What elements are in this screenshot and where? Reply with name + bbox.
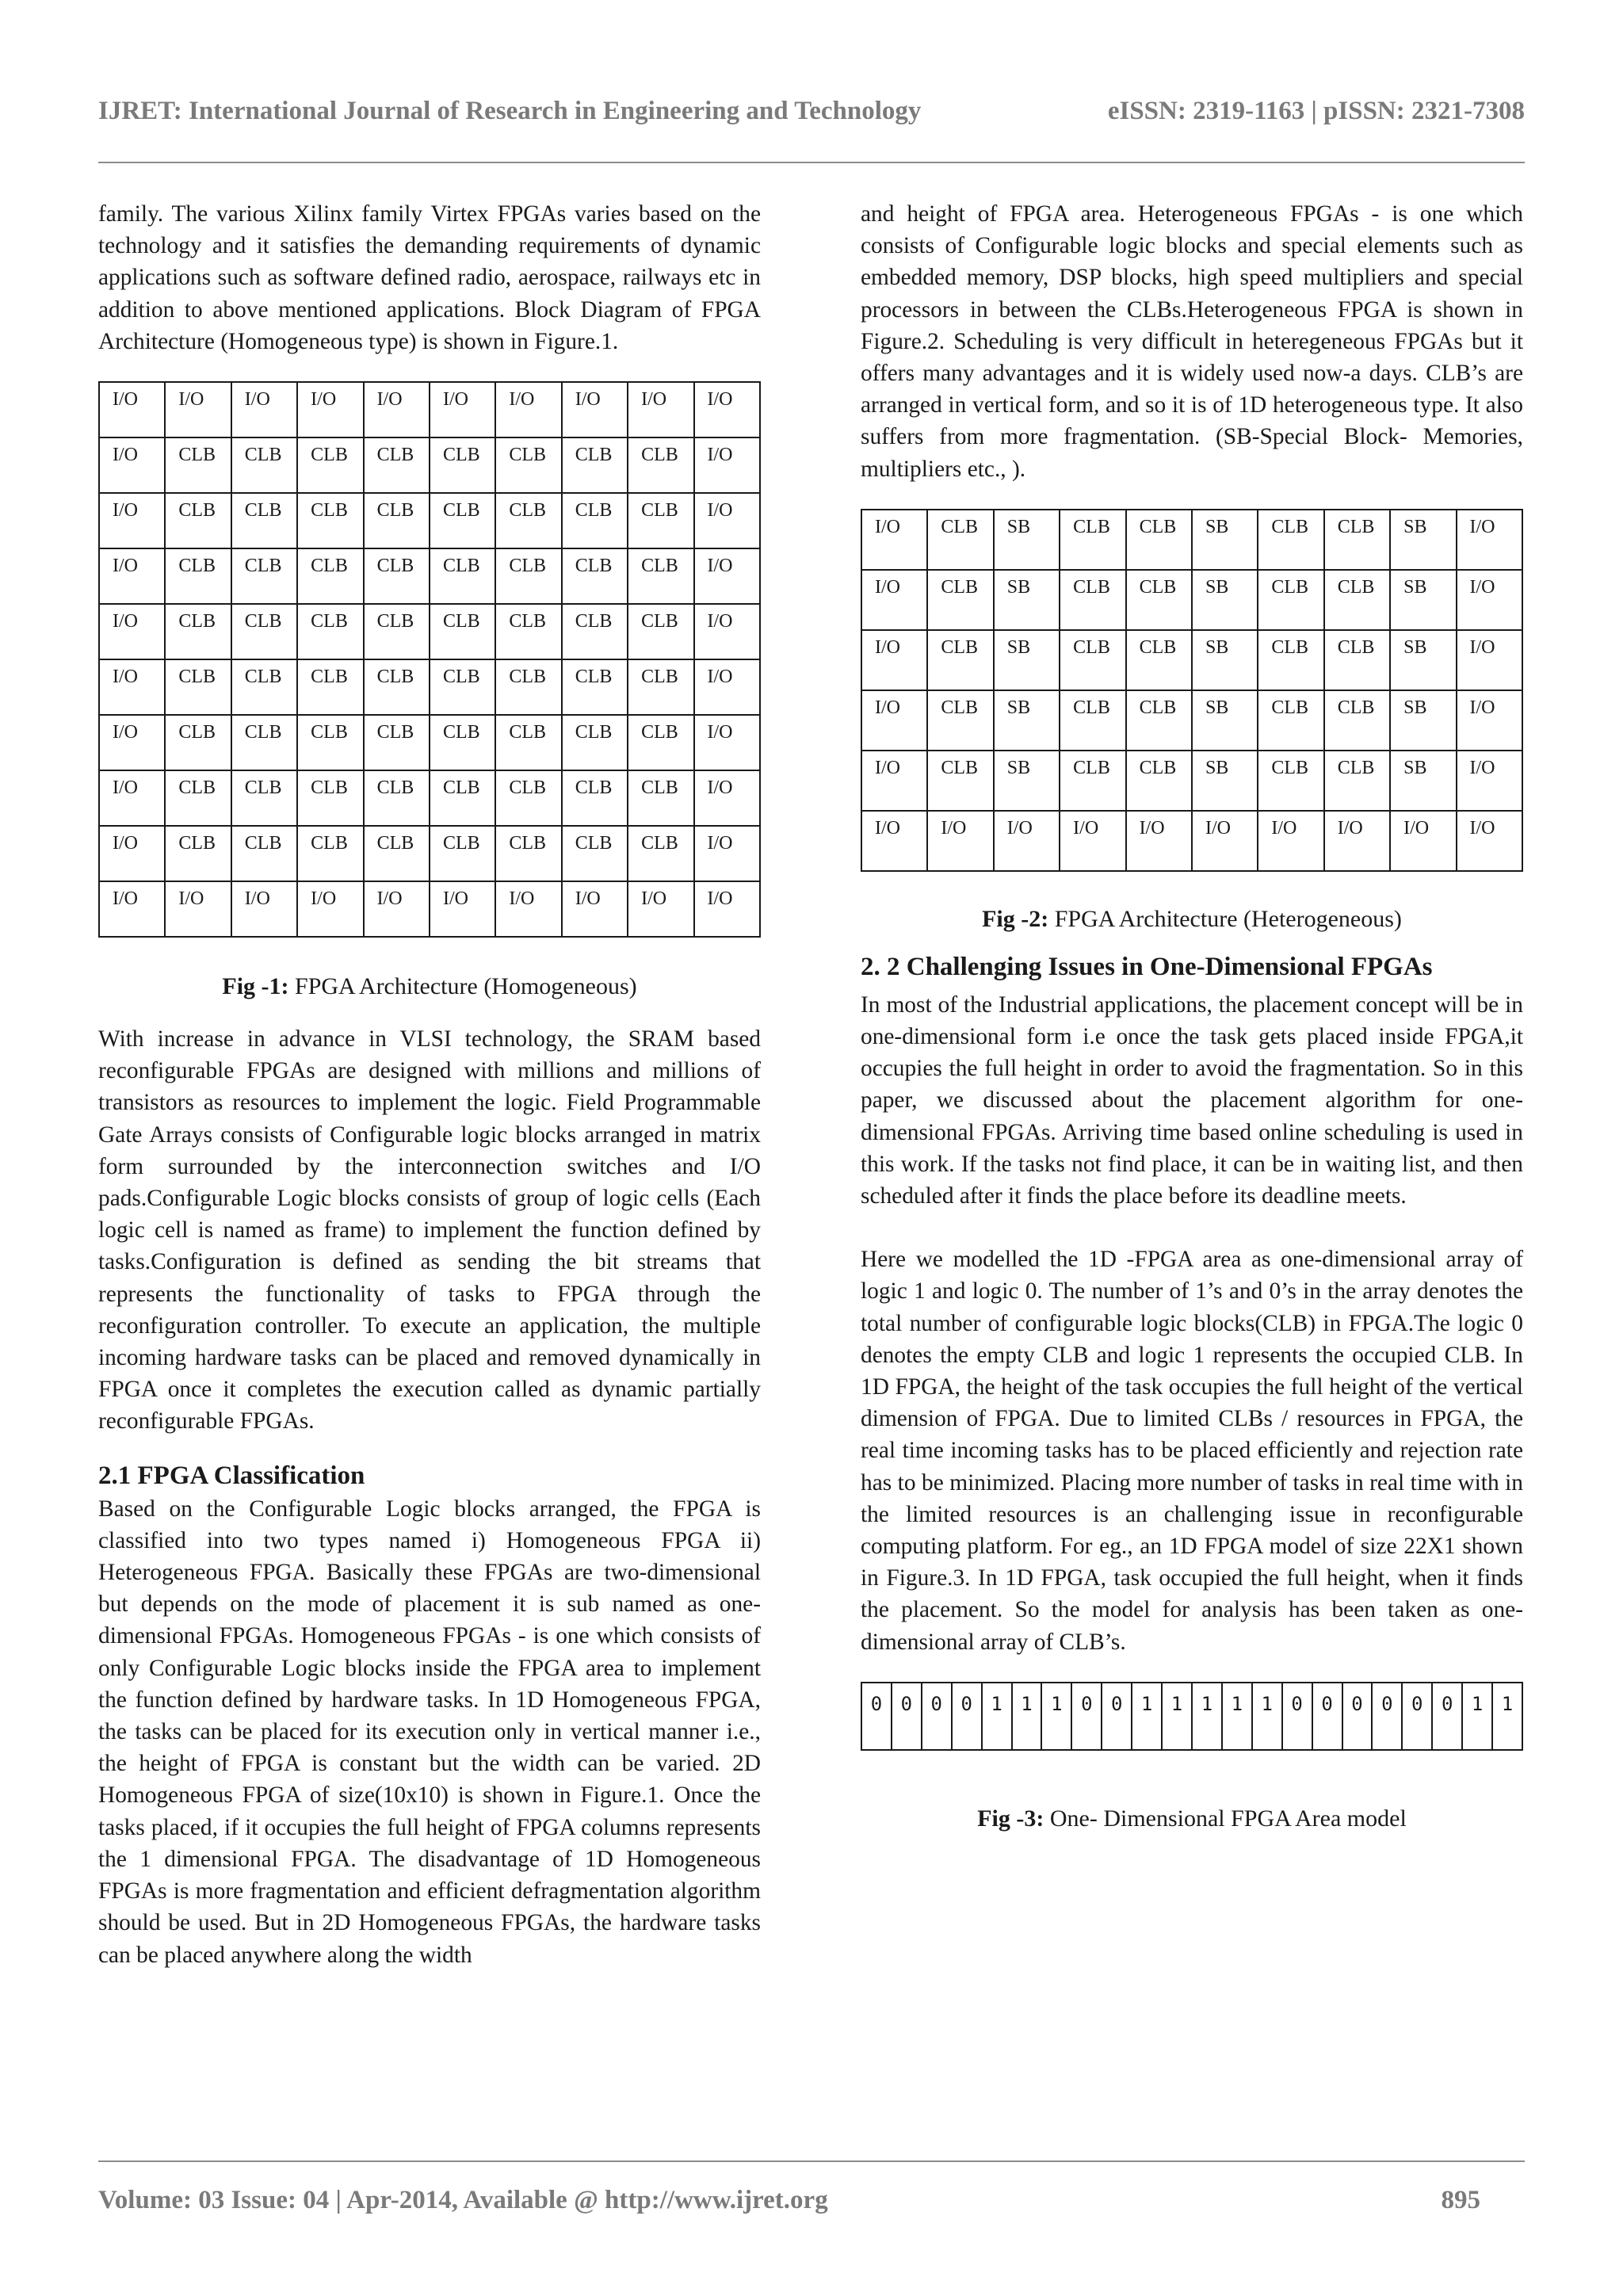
fig3-bit-array — [861, 1682, 1523, 1751]
fig2-cell: I/O — [861, 630, 927, 690]
fig1-cell: CLB — [628, 826, 693, 881]
fig2-cell: CLB — [1060, 510, 1125, 570]
fig2-cell: SB — [994, 570, 1060, 630]
fig3-bit-cell: 0 — [861, 1683, 892, 1750]
fig1-row — [99, 437, 760, 493]
fig3-bit-cell: 0 — [1402, 1683, 1432, 1750]
fig1-cell: CLB — [430, 493, 495, 548]
fig3-caption — [861, 1803, 1523, 1835]
fig1-cell: I/O — [297, 881, 363, 937]
fig2-cell: SB — [994, 751, 1060, 811]
fig1-cell: CLB — [231, 770, 297, 826]
fig1-cell: I/O — [694, 826, 760, 881]
fig1-cell: CLB — [231, 826, 297, 881]
fig1-cell: I/O — [430, 881, 495, 937]
fig3-bit-cell: 1 — [1012, 1683, 1042, 1750]
right-paragraph-3: Here we modelled the 1D -FPGA area as one-dimensional array of logic 1 and logic 0. The number of 1’s and 0’s in the array denotes the total number of configurable logic blocks(CLB) in FPGA.The logic 0 denotes the empty CLB and logic 1 represents the occupied CLB. In 1D FPGA, the height of the task occupies the full height of the vertical dimension of FPGA. Due to limited CLBs / resources in FPGA, the real time incoming tasks has to be placed efficiently and rejection rate has to be minimized. Placing more number of tasks in real time with in the limited resources is an challenging issue in reconfigurable computing platform. For eg., an 1D FPGA model of size 22X1 shown in Figure.3. In 1D FPGA, task occupied the full height, when it finds the placement. So the model for analysis has been taken as one-dimensional array of CLB’s. — [861, 1247, 1523, 1655]
fig1-cell: CLB — [562, 493, 628, 548]
fig1-row — [99, 382, 760, 437]
fig1-cell: I/O — [99, 881, 165, 937]
fig1-cell: CLB — [628, 548, 693, 604]
fig2-cell: CLB — [1324, 690, 1390, 751]
fig1-caption-label: Fig -1: — [222, 973, 289, 1000]
fig2-caption — [861, 904, 1523, 935]
fig1-cell: I/O — [165, 382, 231, 437]
fig2-cell: I/O — [861, 690, 927, 751]
journal-title: IJRET: International Journal of Research in Engineering and Technology — [98, 97, 922, 125]
fig1-cell: CLB — [430, 604, 495, 659]
fig1-cell: CLB — [495, 715, 561, 770]
fig1-cell: I/O — [231, 881, 297, 937]
fig1-cell: CLB — [364, 604, 430, 659]
fig1-cell: CLB — [495, 493, 561, 548]
fig1-caption-text: FPGA Architecture (Homogeneous) — [288, 973, 637, 1000]
fig1-cell: CLB — [297, 826, 363, 881]
fig1-cell: CLB — [364, 715, 430, 770]
fig2-cell: SB — [994, 510, 1060, 570]
fig2-cell: I/O — [994, 811, 1060, 871]
left-paragraph-2: With increase in advance in VLSI technology, the SRAM based reconfigurable FPGAs are designed with millions and millions of transistors as resources to implement the logic. Field Programmable Gate Arrays consists of Configurable logic blocks arranged in matrix form surrounded by the interconnection switches and I/O pads.Configurable Logic blocks consists of group of logic cells (Each logic cell is named as frame) to implement the function defined by tasks.Configuration is defined as sending the bit streams that represents the functionality of tasks to FPGA through the reconfiguration controller. To execute an application, the multiple incoming hardware tasks can be placed and removed dynamically in FPGA once it completes the execution called as dynamic partially reconfigurable FPGAs. — [98, 1026, 761, 1435]
fig1-cell: CLB — [562, 437, 628, 493]
fig3-bit-cell: 1 — [982, 1683, 1012, 1750]
fig2-cell: CLB — [927, 630, 993, 690]
fig1-row — [99, 548, 760, 604]
fig2-cell: I/O — [1192, 811, 1258, 871]
fig1-cell: I/O — [99, 382, 165, 437]
fig1-cell: CLB — [495, 826, 561, 881]
fig2-row — [861, 690, 1522, 751]
footer-rule — [98, 2160, 1525, 2162]
fig1-cell: CLB — [231, 604, 297, 659]
fig1-cell: I/O — [99, 493, 165, 548]
fig1-cell: CLB — [165, 826, 231, 881]
fig1-caption — [98, 971, 761, 1003]
fig1-cell: I/O — [495, 382, 561, 437]
fig1-cell: I/O — [694, 659, 760, 715]
fig1-cell: CLB — [562, 770, 628, 826]
fig3-bit-cell: 1 — [1162, 1683, 1192, 1750]
fig1-cell: CLB — [628, 715, 693, 770]
fig2-cell: CLB — [1324, 570, 1390, 630]
fig2-cell: SB — [1192, 510, 1258, 570]
fig1-cell: CLB — [628, 770, 693, 826]
fig2-cell: SB — [1192, 751, 1258, 811]
fig2-row — [861, 510, 1522, 570]
fig1-cell: CLB — [165, 548, 231, 604]
fig1-cell: CLB — [495, 770, 561, 826]
footer-volume-info: Volume: 03 Issue: 04 | Apr-2014, Available @ http://www.ijret.org — [98, 2186, 828, 2214]
fig2-row — [861, 811, 1522, 871]
fig2-cell: CLB — [1258, 751, 1323, 811]
fig1-cell: CLB — [430, 437, 495, 493]
fig2-cell: CLB — [1324, 510, 1390, 570]
fig2-cell: I/O — [861, 811, 927, 871]
fig1-cell: CLB — [165, 493, 231, 548]
fig2-cell: SB — [1390, 751, 1456, 811]
fig2-cell: I/O — [927, 811, 993, 871]
section-2-1-heading: 2.1 FPGA Classification — [98, 1461, 365, 1490]
fig1-cell: CLB — [495, 548, 561, 604]
fig2-cell: I/O — [861, 751, 927, 811]
fig2-cell: CLB — [1258, 570, 1323, 630]
fig3-bit-cell: 0 — [892, 1683, 922, 1750]
fig1-cell: CLB — [562, 826, 628, 881]
fig3-bit-cell: 0 — [1372, 1683, 1402, 1750]
fig1-cell: I/O — [430, 382, 495, 437]
fig3-bit-cell: 0 — [952, 1683, 982, 1750]
fig1-cell: I/O — [694, 437, 760, 493]
fig1-cell: CLB — [430, 826, 495, 881]
running-footer — [98, 2186, 1480, 2215]
fig2-cell: CLB — [1258, 690, 1323, 751]
fig2-cell: CLB — [1060, 751, 1125, 811]
fig1-cell: CLB — [231, 437, 297, 493]
fig1-cell: I/O — [364, 382, 430, 437]
fig1-cell: CLB — [562, 715, 628, 770]
page-number: 895 — [1441, 2186, 1480, 2214]
fig1-cell: I/O — [99, 715, 165, 770]
fig1-cell: CLB — [364, 659, 430, 715]
fig1-cell: I/O — [495, 881, 561, 937]
figure-3 — [861, 1682, 1523, 1835]
fig1-cell: I/O — [694, 881, 760, 937]
fig1-cell: CLB — [297, 437, 363, 493]
fig3-caption-label: Fig -3: — [977, 1805, 1044, 1832]
fig2-row — [861, 630, 1522, 690]
fig1-cell: I/O — [628, 881, 693, 937]
fig3-bit-cell: 0 — [1282, 1683, 1312, 1750]
fig2-cell: I/O — [1457, 811, 1522, 871]
fig2-cell: CLB — [1324, 751, 1390, 811]
fig2-cell: I/O — [1060, 811, 1125, 871]
fig3-bit-cell: 0 — [1342, 1683, 1373, 1750]
running-header — [98, 97, 1525, 126]
fig3-bit-cell: 1 — [1041, 1683, 1071, 1750]
fig1-cell: CLB — [297, 548, 363, 604]
fig2-cell: CLB — [927, 570, 993, 630]
fig2-cell: CLB — [927, 690, 993, 751]
fig1-cell: CLB — [297, 770, 363, 826]
fig2-cell: CLB — [1060, 630, 1125, 690]
fig1-cell: CLB — [165, 437, 231, 493]
fig1-cell: I/O — [99, 770, 165, 826]
fig1-cell: CLB — [297, 659, 363, 715]
fig2-caption-label: Fig -2: — [982, 905, 1049, 932]
fig2-row — [861, 570, 1522, 630]
fig1-cell: I/O — [99, 604, 165, 659]
fig2-cell: CLB — [1258, 630, 1323, 690]
fig1-row — [99, 715, 760, 770]
fig1-cell: CLB — [364, 826, 430, 881]
fig3-row — [861, 1683, 1522, 1750]
fig1-cell: I/O — [99, 659, 165, 715]
fig2-cell: I/O — [1457, 751, 1522, 811]
fig1-cell: I/O — [99, 826, 165, 881]
fig3-bit-cell: 1 — [1492, 1683, 1522, 1750]
fig1-cell: CLB — [562, 548, 628, 604]
fig1-cell: CLB — [297, 493, 363, 548]
figure-2 — [861, 509, 1523, 935]
fig1-cell: I/O — [562, 881, 628, 937]
fig2-cell: CLB — [1126, 751, 1192, 811]
fig1-cell: I/O — [628, 382, 693, 437]
fig1-cell: I/O — [364, 881, 430, 937]
fig1-cell: I/O — [165, 881, 231, 937]
fig2-cell: I/O — [1324, 811, 1390, 871]
fig1-cell: CLB — [165, 604, 231, 659]
right-paragraph-1: and height of FPGA area. Heterogeneous FPGAs - is one which consists of Configurable logic blocks and special elements such as embedded memory, DSP blocks, high speed multipliers and special processors in between the CLBs.Heterogeneous FPGA is shown in Figure.2. Scheduling is very difficult in heteregeneous FPGAs but it offers many advantages and it is widely used now-a days. CLB’s are arranged in vertical form, and so it is of 1D heterogeneous type. It also suffers from more fragmentation. (SB-Special Block- Memories, multipliers etc., ). — [861, 201, 1523, 482]
fig1-cell: I/O — [694, 382, 760, 437]
fig2-cell: CLB — [1126, 570, 1192, 630]
fig2-cell: SB — [1192, 570, 1258, 630]
fig1-cell: I/O — [694, 493, 760, 548]
fig1-cell: CLB — [165, 715, 231, 770]
fig1-cell: I/O — [99, 548, 165, 604]
left-paragraph-1: family. The various Xilinx family Virtex FPGAs varies based on the technology and it satisfies the demanding requirements of dynamic applications such as software defined radio, aerospace, railways etc in addition to above mentioned applications. Block Diagram of FPGA Architecture (Homogeneous type) is shown in Figure.1. — [98, 201, 761, 354]
fig2-cell: SB — [1390, 510, 1456, 570]
fig1-cell: CLB — [628, 659, 693, 715]
fig2-cell: CLB — [1126, 690, 1192, 751]
fig1-cell: I/O — [562, 382, 628, 437]
fig2-cell: SB — [1192, 630, 1258, 690]
fig1-cell: CLB — [364, 493, 430, 548]
fig2-cell: I/O — [1457, 570, 1522, 630]
fig1-cell: CLB — [231, 715, 297, 770]
fig2-cell: I/O — [1126, 811, 1192, 871]
fig1-row — [99, 826, 760, 881]
fig1-cell: CLB — [628, 493, 693, 548]
fig3-bit-cell: 1 — [1192, 1683, 1222, 1750]
fig2-caption-text: FPGA Architecture (Heterogeneous) — [1048, 905, 1402, 932]
fig3-bit-cell: 0 — [1432, 1683, 1462, 1750]
fig1-row — [99, 493, 760, 548]
fig2-cell: SB — [1192, 690, 1258, 751]
fig1-cell: CLB — [364, 548, 430, 604]
issn-line: eISSN: 2319-1163 | pISSN: 2321-7308 — [1107, 97, 1525, 125]
left-column — [98, 198, 761, 1971]
fig3-bit-cell: 0 — [1102, 1683, 1132, 1750]
fig2-cell: SB — [1390, 690, 1456, 751]
fig2-cell: I/O — [1390, 811, 1456, 871]
right-paragraph-2: In most of the Industrial applications, the placement concept will be in one-dimensional form i.e once the task gets placed inside FPGA,it occupies the full height in order to avoid the fragmentation. So in this paper, we discussed about the placement algorithm for one-dimensional FPGAs. Arriving time based online scheduling is used in this work. If the tasks not find place, it can be in waiting list, and then scheduled after it finds the place before its deadline meets. — [861, 991, 1523, 1209]
fig1-cell: CLB — [364, 770, 430, 826]
fig1-cell: CLB — [495, 604, 561, 659]
fig2-cell: CLB — [1060, 690, 1125, 751]
section-2-2-heading: 2. 2 Challenging Issues in One-Dimensional FPGAs — [861, 952, 1433, 981]
fig2-cell: I/O — [1457, 690, 1522, 751]
fig3-caption-text: One- Dimensional FPGA Area model — [1044, 1805, 1407, 1832]
fig1-cell: CLB — [297, 604, 363, 659]
fig1-grid-table — [98, 381, 761, 938]
fig2-row — [861, 751, 1522, 811]
fig3-bit-cell: 0 — [1071, 1683, 1102, 1750]
fig1-cell: CLB — [628, 437, 693, 493]
fig2-cell: CLB — [1258, 510, 1323, 570]
fig3-bit-cell: 1 — [1462, 1683, 1492, 1750]
fig1-cell: I/O — [694, 548, 760, 604]
fig2-cell: I/O — [1258, 811, 1323, 871]
fig1-cell: CLB — [562, 659, 628, 715]
fig1-cell: CLB — [231, 659, 297, 715]
fig1-cell: CLB — [297, 715, 363, 770]
left-paragraph-3: Based on the Configurable Logic blocks arranged, the FPGA is classified into two types named i) Homogeneous FPGA ii) Heterogeneous FPGA. Basically these FPGAs are two-dimensional but depends on the mode of placement it is sub named as one-dimensional FPGAs. Homogeneous FPGAs - is one which consists of only Configurable Logic blocks inside the FPGA area to implement the function defined by hardware tasks. In 1D Homogeneous FPGA, the tasks can be placed for its execution only in vertical manner i.e., the height of FPGA is constant but the width can be varied. 2D Homogeneous FPGA of size(10x10) is shown in Figure.1. Once the tasks placed, if it occupies the full height of FPGA columns represents the 1 dimensional FPGA. The disadvantage of 1D Homogeneous FPGAs is more fragmentation and efficient defragmentation algorithm should be used. But in 2D Homogeneous FPGAs, the hardware tasks can be placed anywhere along the width — [98, 1496, 761, 1968]
fig2-cell: SB — [1390, 630, 1456, 690]
fig3-bit-cell: 0 — [1312, 1683, 1342, 1750]
fig1-cell: CLB — [430, 659, 495, 715]
fig1-cell: CLB — [628, 604, 693, 659]
fig1-cell: CLB — [430, 548, 495, 604]
fig1-cell: I/O — [694, 770, 760, 826]
fig2-cell: CLB — [1126, 510, 1192, 570]
fig1-row — [99, 659, 760, 715]
fig2-cell: CLB — [1060, 570, 1125, 630]
fig2-cell: SB — [994, 690, 1060, 751]
fig1-cell: CLB — [495, 437, 561, 493]
fig1-row — [99, 604, 760, 659]
fig1-row — [99, 881, 760, 937]
fig1-cell: I/O — [694, 604, 760, 659]
fig2-cell: I/O — [861, 570, 927, 630]
fig2-cell: I/O — [1457, 630, 1522, 690]
header-rule — [98, 162, 1525, 163]
fig1-cell: CLB — [562, 604, 628, 659]
fig2-cell: CLB — [1126, 630, 1192, 690]
fig1-cell: I/O — [231, 382, 297, 437]
fig3-bit-cell: 1 — [1222, 1683, 1252, 1750]
fig2-cell: SB — [1390, 570, 1456, 630]
fig3-bit-cell: 0 — [922, 1683, 952, 1750]
fig2-grid-table — [861, 509, 1523, 872]
right-column — [861, 198, 1523, 1835]
fig2-cell: I/O — [861, 510, 927, 570]
fig2-cell: SB — [994, 630, 1060, 690]
fig1-cell: I/O — [694, 715, 760, 770]
fig2-cell: CLB — [1324, 630, 1390, 690]
fig3-bit-cell: 1 — [1252, 1683, 1282, 1750]
figure-1 — [98, 381, 761, 1003]
fig3-bit-cell: 1 — [1132, 1683, 1162, 1750]
fig1-cell: CLB — [430, 770, 495, 826]
fig1-cell: CLB — [231, 493, 297, 548]
fig1-cell: CLB — [165, 659, 231, 715]
fig1-cell: CLB — [165, 770, 231, 826]
fig2-cell: I/O — [1457, 510, 1522, 570]
fig2-cell: CLB — [927, 510, 993, 570]
fig1-cell: CLB — [231, 548, 297, 604]
fig1-cell: CLB — [430, 715, 495, 770]
fig1-cell: CLB — [364, 437, 430, 493]
fig1-cell: I/O — [297, 382, 363, 437]
fig1-row — [99, 770, 760, 826]
fig2-cell: CLB — [927, 751, 993, 811]
fig1-cell: I/O — [99, 437, 165, 493]
fig1-cell: CLB — [495, 659, 561, 715]
